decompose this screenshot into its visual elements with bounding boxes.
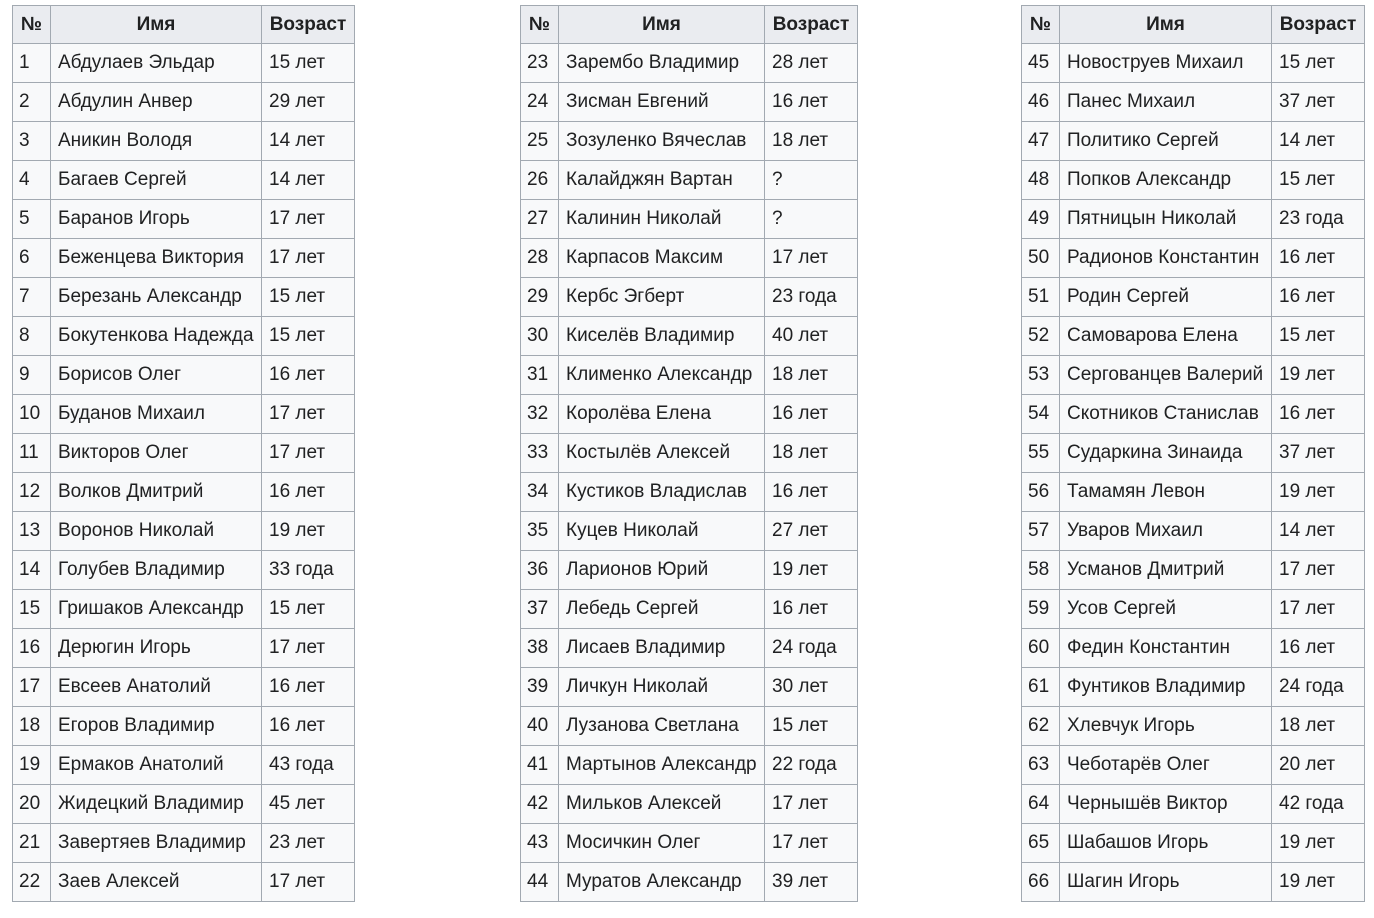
row-number-cell: 60 [1022,629,1060,668]
table-row [13,278,355,317]
age-column-header[interactable]: Возраст [1272,6,1365,44]
person-name-cell: Панес Михаил [1060,83,1272,122]
person-name-cell: Муратов Александр [559,863,765,902]
person-age-cell: 19 лет [1272,824,1365,863]
row-number-cell: 43 [521,824,559,863]
table-row [13,863,355,902]
row-number-cell: 47 [1022,122,1060,161]
person-name-cell: Аникин Володя [51,122,262,161]
table-row [521,317,858,356]
person-age-cell: 17 лет [262,239,355,278]
person-age-cell: 19 лет [1272,863,1365,902]
person-age-cell: 16 лет [1272,395,1365,434]
table-row [1022,356,1365,395]
table-row [521,629,858,668]
table-row [13,551,355,590]
person-age-cell: 19 лет [1272,356,1365,395]
table-row [13,395,355,434]
age-column-header[interactable]: Возраст [262,6,355,44]
people-table-2 [520,5,858,902]
person-name-cell: Мосичкин Олег [559,824,765,863]
person-name-cell: Егоров Владимир [51,707,262,746]
person-age-cell: 16 лет [1272,239,1365,278]
table-row [521,668,858,707]
person-age-cell: 17 лет [262,200,355,239]
table-row [1022,473,1365,512]
person-age-cell: 15 лет [765,707,858,746]
row-number-cell: 29 [521,278,559,317]
person-name-cell: Волков Дмитрий [51,473,262,512]
table-row [521,239,858,278]
person-name-cell: Шабашов Игорь [1060,824,1272,863]
person-name-cell: Радионов Константин [1060,239,1272,278]
row-number-cell: 31 [521,356,559,395]
row-number-cell: 59 [1022,590,1060,629]
person-age-cell: 17 лет [1272,590,1365,629]
person-name-cell: Викторов Олег [51,434,262,473]
table-row [521,161,858,200]
person-name-cell: Гришаков Александр [51,590,262,629]
table-row [13,512,355,551]
person-name-cell: Пятницын Николай [1060,200,1272,239]
row-number-cell: 27 [521,200,559,239]
person-name-cell: Лузанова Светлана [559,707,765,746]
table-row [521,356,858,395]
person-age-cell: 40 лет [765,317,858,356]
person-name-cell: Попков Александр [1060,161,1272,200]
row-number-cell: 2 [13,83,51,122]
person-age-cell: 16 лет [262,707,355,746]
table-row [521,473,858,512]
person-name-cell: Тамамян Левон [1060,473,1272,512]
person-age-cell: 19 лет [765,551,858,590]
table-row [13,785,355,824]
person-age-cell: 16 лет [1272,278,1365,317]
person-name-cell: Королёва Елена [559,395,765,434]
row-number-cell: 14 [13,551,51,590]
person-age-cell: 15 лет [262,44,355,83]
person-name-cell: Усов Сергей [1060,590,1272,629]
person-age-cell: 16 лет [765,395,858,434]
person-name-cell: Ермаков Анатолий [51,746,262,785]
person-name-cell: Голубев Владимир [51,551,262,590]
person-age-cell: 17 лет [262,863,355,902]
table-row [521,746,858,785]
table-row [1022,707,1365,746]
person-age-cell: 18 лет [765,434,858,473]
row-number-cell: 62 [1022,707,1060,746]
person-age-cell: 19 лет [1272,473,1365,512]
row-number-cell: 44 [521,863,559,902]
person-age-cell: 37 лет [1272,83,1365,122]
table-row [521,395,858,434]
person-age-cell: 17 лет [1272,551,1365,590]
row-number-cell: 4 [13,161,51,200]
row-number-cell: 18 [13,707,51,746]
person-age-cell: 17 лет [262,629,355,668]
row-number-cell: 45 [1022,44,1060,83]
person-age-cell: 18 лет [765,356,858,395]
row-number-cell: 20 [13,785,51,824]
row-number-cell: 48 [1022,161,1060,200]
person-name-cell: Новоструев Михаил [1060,44,1272,83]
table-row [521,434,858,473]
person-name-cell: Карпасов Максим [559,239,765,278]
person-name-cell: Воронов Николай [51,512,262,551]
table-row [13,317,355,356]
table-row [13,434,355,473]
person-name-cell: Фунтиков Владимир [1060,668,1272,707]
table-row [521,122,858,161]
person-name-cell: Уваров Михаил [1060,512,1272,551]
row-number-cell: 58 [1022,551,1060,590]
table-row [1022,161,1365,200]
row-number-cell: 10 [13,395,51,434]
person-name-cell: Зозуленко Вячеслав [559,122,765,161]
row-number-cell: 63 [1022,746,1060,785]
row-number-cell: 21 [13,824,51,863]
table-row [1022,317,1365,356]
row-number-cell: 49 [1022,200,1060,239]
person-age-cell: 23 года [765,278,858,317]
row-number-cell: 22 [13,863,51,902]
table-row [521,200,858,239]
person-age-cell: 15 лет [262,590,355,629]
row-number-cell: 32 [521,395,559,434]
row-number-cell: 51 [1022,278,1060,317]
person-age-cell: ? [765,200,858,239]
person-name-cell: Беженцева Виктория [51,239,262,278]
person-name-cell: Куцев Николай [559,512,765,551]
person-name-cell: Буданов Михаил [51,395,262,434]
row-number-cell: 66 [1022,863,1060,902]
person-age-cell: 28 лет [765,44,858,83]
person-name-cell: Родин Сергей [1060,278,1272,317]
person-age-cell: 17 лет [765,785,858,824]
row-number-cell: 8 [13,317,51,356]
row-number-cell: 5 [13,200,51,239]
person-age-cell: 23 года [1272,200,1365,239]
people-table-1 [12,5,355,902]
row-number-cell: 46 [1022,83,1060,122]
table-row [1022,629,1365,668]
person-age-cell: ? [765,161,858,200]
person-name-cell: Жидецкий Владимир [51,785,262,824]
person-age-cell: 14 лет [262,161,355,200]
person-name-cell: Евсеев Анатолий [51,668,262,707]
person-name-cell: Политико Сергей [1060,122,1272,161]
person-name-cell: Федин Константин [1060,629,1272,668]
person-name-cell: Скотников Станислав [1060,395,1272,434]
row-number-cell: 23 [521,44,559,83]
person-name-cell: Мартынов Александр [559,746,765,785]
table-row [1022,824,1365,863]
row-number-cell: 3 [13,122,51,161]
table-row [13,668,355,707]
person-name-cell: Завертяев Владимир [51,824,262,863]
row-number-cell: 37 [521,590,559,629]
table-row [1022,551,1365,590]
table-row [521,512,858,551]
person-age-cell: 18 лет [1272,707,1365,746]
row-number-cell: 36 [521,551,559,590]
person-age-cell: 27 лет [765,512,858,551]
table-row [521,863,858,902]
person-age-cell: 16 лет [765,590,858,629]
row-number-cell: 41 [521,746,559,785]
person-name-cell: Кербс Эгберт [559,278,765,317]
table-row [1022,785,1365,824]
table-row [521,824,858,863]
row-number-cell: 52 [1022,317,1060,356]
table-row [521,590,858,629]
row-number-cell: 11 [13,434,51,473]
person-name-cell: Костылёв Алексей [559,434,765,473]
person-name-cell: Борисов Олег [51,356,262,395]
table-row [1022,395,1365,434]
table-row [521,278,858,317]
table-row [13,161,355,200]
row-number-cell: 12 [13,473,51,512]
row-number-cell: 53 [1022,356,1060,395]
table-row [1022,278,1365,317]
row-number-cell: 42 [521,785,559,824]
person-name-cell: Сударкина Зинаида [1060,434,1272,473]
person-age-cell: 16 лет [765,83,858,122]
row-number-cell: 33 [521,434,559,473]
person-name-cell: Лебедь Сергей [559,590,765,629]
person-age-cell: 17 лет [765,239,858,278]
table-row [1022,44,1365,83]
person-name-cell: Абдулаев Эльдар [51,44,262,83]
person-age-cell: 33 года [262,551,355,590]
people-table-3 [1021,5,1365,902]
person-age-cell: 18 лет [765,122,858,161]
row-number-cell: 17 [13,668,51,707]
table-row [521,83,858,122]
table-row [13,746,355,785]
row-number-cell: 26 [521,161,559,200]
person-age-cell: 14 лет [262,122,355,161]
row-number-cell: 19 [13,746,51,785]
person-name-cell: Зарембо Владимир [559,44,765,83]
person-age-cell: 17 лет [765,824,858,863]
person-name-cell: Лисаев Владимир [559,629,765,668]
person-name-cell: Усманов Дмитрий [1060,551,1272,590]
table-row [1022,239,1365,278]
row-number-cell: 39 [521,668,559,707]
person-name-cell: Мильков Алексей [559,785,765,824]
table-header-row [13,6,355,44]
row-number-cell: 55 [1022,434,1060,473]
table-row [13,44,355,83]
row-number-cell: 64 [1022,785,1060,824]
row-number-cell: 16 [13,629,51,668]
table-header-row [521,6,858,44]
row-number-cell: 57 [1022,512,1060,551]
name-column-header[interactable]: Имя [559,6,765,44]
person-name-cell: Дерюгин Игорь [51,629,262,668]
person-age-cell: 15 лет [1272,44,1365,83]
person-age-cell: 19 лет [262,512,355,551]
row-number-cell: 28 [521,239,559,278]
person-name-cell: Калайджян Вартан [559,161,765,200]
row-number-cell: 54 [1022,395,1060,434]
person-age-cell: 16 лет [765,473,858,512]
row-number-cell: 13 [13,512,51,551]
person-age-cell: 23 лет [262,824,355,863]
table-row [521,44,858,83]
row-number-cell: 24 [521,83,559,122]
person-name-cell: Личкун Николай [559,668,765,707]
person-name-cell: Багаев Сергей [51,161,262,200]
person-name-cell: Абдулин Анвер [51,83,262,122]
person-age-cell: 14 лет [1272,512,1365,551]
person-age-cell: 20 лет [1272,746,1365,785]
person-age-cell: 39 лет [765,863,858,902]
table-row [13,83,355,122]
person-name-cell: Заев Алексей [51,863,262,902]
number-column-header[interactable]: № [1022,6,1060,44]
table-row [13,200,355,239]
row-number-cell: 35 [521,512,559,551]
table-row [521,785,858,824]
table-row [13,629,355,668]
table-row [1022,83,1365,122]
person-age-cell: 15 лет [1272,317,1365,356]
person-age-cell: 45 лет [262,785,355,824]
number-column-header[interactable]: № [521,6,559,44]
table-row [521,707,858,746]
person-age-cell: 16 лет [1272,629,1365,668]
table-row [1022,863,1365,902]
person-name-cell: Шагин Игорь [1060,863,1272,902]
row-number-cell: 9 [13,356,51,395]
row-number-cell: 38 [521,629,559,668]
person-name-cell: Чернышёв Виктор [1060,785,1272,824]
table-row [521,551,858,590]
row-number-cell: 7 [13,278,51,317]
person-age-cell: 15 лет [262,278,355,317]
person-age-cell: 16 лет [262,668,355,707]
person-name-cell: Березань Александр [51,278,262,317]
table-row [1022,122,1365,161]
person-age-cell: 15 лет [1272,161,1365,200]
person-age-cell: 43 года [262,746,355,785]
person-age-cell: 24 года [765,629,858,668]
person-name-cell: Хлевчук Игорь [1060,707,1272,746]
row-number-cell: 6 [13,239,51,278]
person-name-cell: Бокутенкова Надежда [51,317,262,356]
row-number-cell: 34 [521,473,559,512]
row-number-cell: 61 [1022,668,1060,707]
person-name-cell: Киселёв Владимир [559,317,765,356]
table-row [1022,668,1365,707]
person-age-cell: 15 лет [262,317,355,356]
table-header-row [1022,6,1365,44]
row-number-cell: 56 [1022,473,1060,512]
table-row [13,122,355,161]
name-column-header[interactable]: Имя [51,6,262,44]
person-age-cell: 14 лет [1272,122,1365,161]
table-row [1022,512,1365,551]
row-number-cell: 1 [13,44,51,83]
table-row [13,707,355,746]
person-name-cell: Зисман Евгений [559,83,765,122]
row-number-cell: 30 [521,317,559,356]
table-row [1022,746,1365,785]
person-name-cell: Клименко Александр [559,356,765,395]
table-row [1022,434,1365,473]
row-number-cell: 50 [1022,239,1060,278]
person-age-cell: 17 лет [262,395,355,434]
row-number-cell: 15 [13,590,51,629]
person-name-cell: Ларионов Юрий [559,551,765,590]
person-age-cell: 22 года [765,746,858,785]
age-column-header[interactable]: Возраст [765,6,858,44]
row-number-cell: 25 [521,122,559,161]
person-name-cell: Самоварова Елена [1060,317,1272,356]
person-age-cell: 16 лет [262,356,355,395]
table-row [1022,200,1365,239]
number-column-header[interactable]: № [13,6,51,44]
person-name-cell: Сергованцев Валерий [1060,356,1272,395]
person-name-cell: Чеботарёв Олег [1060,746,1272,785]
person-age-cell: 16 лет [262,473,355,512]
table-row [13,356,355,395]
table-row [13,590,355,629]
person-name-cell: Баранов Игорь [51,200,262,239]
table-row [13,239,355,278]
person-name-cell: Калинин Николай [559,200,765,239]
person-name-cell: Кустиков Владислав [559,473,765,512]
person-age-cell: 30 лет [765,668,858,707]
row-number-cell: 40 [521,707,559,746]
table-row [13,473,355,512]
table-row [1022,590,1365,629]
name-column-header[interactable]: Имя [1060,6,1272,44]
table-row [13,824,355,863]
row-number-cell: 65 [1022,824,1060,863]
person-age-cell: 29 лет [262,83,355,122]
person-age-cell: 17 лет [262,434,355,473]
person-age-cell: 24 года [1272,668,1365,707]
person-age-cell: 37 лет [1272,434,1365,473]
person-age-cell: 42 года [1272,785,1365,824]
